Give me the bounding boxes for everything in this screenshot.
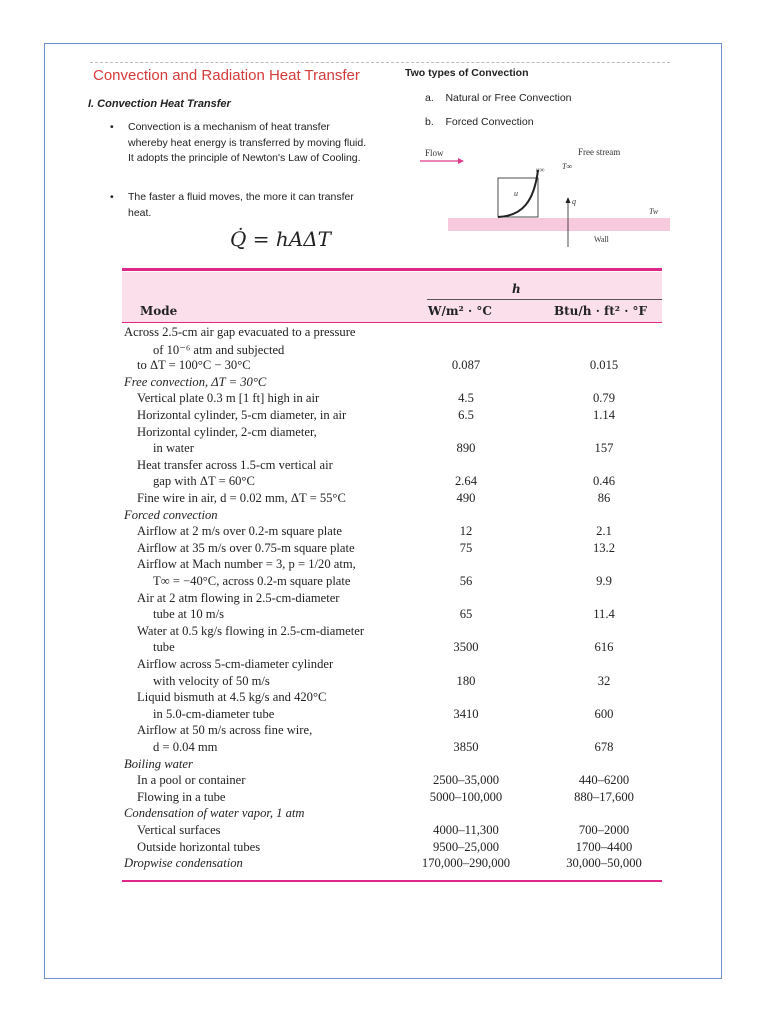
newton-cooling-formula: Q̇ = hAΔT: [230, 227, 331, 251]
mode-cell: Dropwise condensation: [124, 856, 243, 871]
mode-cell: with velocity of 50 m/s: [153, 673, 270, 688]
mode-cell: Free convection, ΔT = 30°C: [124, 374, 267, 389]
mode-cell: Airflow across 5-cm-diameter cylinder: [137, 657, 334, 671]
mode-cell: T∞ = −40°C, across 0.2-m square plate: [153, 574, 351, 588]
english-value-cell: 440–6200: [578, 773, 630, 788]
mode-cell: tube: [153, 640, 175, 655]
english-value-cell: 86: [597, 491, 611, 505]
mode-cell: Air at 2 atm flowing in 2.5-cm-diameter: [137, 590, 340, 605]
free-stream-label: Free stream: [578, 147, 621, 157]
page-title: Convection and Radiation Heat Transfer: [93, 67, 360, 84]
mode-cell: Fine wire in air, d = 0.02 mm, ΔT = 55°C: [137, 491, 346, 505]
mode-cell: Airflow at 35 m/s over 0.75-m square plate: [137, 540, 355, 555]
mode-cell: in water: [153, 441, 194, 456]
bullet-item: [110, 120, 367, 182]
mode-cell: In a pool or container: [137, 773, 246, 788]
list-marker: a.: [425, 92, 434, 104]
tw-label: Tw: [649, 207, 659, 216]
si-value-cell: 2500–35,000: [432, 773, 500, 788]
column-header-mode: Mode: [140, 304, 178, 318]
mode-cell: Horizontal cylinder, 5-cm diameter, in air: [137, 408, 347, 422]
si-value-cell: 4000–11,300: [433, 823, 499, 837]
mode-cell: gap with ΔT = 60°C: [153, 474, 255, 489]
u-label: u: [514, 189, 518, 198]
mode-cell: d = 0.04 mm: [153, 740, 218, 754]
mode-cell: Airflow at 2 m/s over 0.2-m square plate: [137, 524, 342, 539]
list-item-text: Natural or Free Convection: [445, 92, 572, 104]
english-value-cell: 9.9: [596, 574, 612, 588]
list-item-text: Forced Convection: [445, 116, 534, 128]
mode-cell: Forced convection: [124, 507, 218, 522]
top-dashed-rule: [90, 62, 670, 63]
english-value-cell: 700–2000: [578, 823, 630, 837]
convection-type-item: [425, 92, 572, 104]
mode-cell: Boiling water: [124, 756, 193, 771]
english-value-cell: 600: [594, 706, 614, 721]
wall-band: [448, 218, 670, 231]
si-value-cell: 180: [456, 673, 476, 688]
column-header-si: W/m² · °C: [428, 304, 492, 318]
si-value-cell: 6.5: [458, 408, 474, 422]
si-value-cell: 5000–100,000: [429, 789, 503, 804]
convection-type-item: [425, 116, 534, 128]
table-top-rule: [122, 268, 662, 271]
si-value-cell: 0.087: [451, 358, 481, 373]
mode-cell: Vertical plate 0.3 m [1 ft] high in air: [137, 391, 320, 406]
bullet-text: The faster a fluid moves, the more it can transfer heat.: [128, 191, 354, 219]
si-value-cell: 490: [456, 491, 476, 505]
english-value-cell: 678: [594, 740, 614, 754]
english-value-cell: 0.46: [592, 474, 616, 489]
si-value-cell: 12: [459, 524, 473, 539]
mode-cell: Airflow at Mach number = 3, p = 1/20 atm,: [137, 557, 356, 572]
si-value-cell: 890: [456, 441, 476, 456]
mode-cell: Liquid bismuth at 4.5 kg/s and 420°C: [137, 690, 327, 705]
list-marker: b.: [425, 116, 434, 128]
table-header: [122, 272, 662, 322]
q-label: q: [572, 197, 576, 206]
bullet-text: Convection is a mechanism of heat transfer whereby heat energy is transferred by moving fluid. It adopts the principle of Newton's Law of Cooling.: [128, 121, 367, 164]
bullet-icon: •: [110, 121, 114, 133]
bullet-item: [110, 190, 360, 222]
si-value-cell: 3850: [453, 740, 479, 754]
si-value-cell: 9500–25,000: [432, 839, 500, 854]
mode-cell: Condensation of water vapor, 1 atm: [124, 806, 305, 821]
convection-types-heading: Two types of Convection: [405, 67, 529, 79]
mode-cell: tube at 10 m/s: [153, 607, 225, 622]
flow-arrowhead-icon: [458, 158, 464, 164]
si-value-cell: 170,000–290,000: [421, 856, 511, 871]
boundary-layer-diagram: [398, 140, 670, 248]
table-bottom-rule: [122, 880, 662, 882]
h-group-underline: [427, 299, 662, 300]
si-value-cell: 3410: [453, 706, 479, 721]
si-value-cell: 56: [459, 574, 473, 588]
si-value-cell: 65: [459, 607, 473, 622]
mode-cell: Outside horizontal tubes: [137, 839, 261, 854]
mode-cell: Heat transfer across 1.5-cm vertical air: [137, 457, 333, 472]
bullet-icon: •: [110, 191, 114, 203]
u-infinity-label: u∞: [536, 166, 545, 174]
mode-cell: in 5.0-cm-diameter tube: [153, 706, 275, 721]
si-value-cell: 3500: [453, 640, 479, 655]
english-value-cell: 11.4: [593, 607, 615, 622]
english-value-cell: 32: [597, 673, 611, 688]
flow-label: Flow: [425, 148, 444, 158]
english-value-cell: 616: [594, 640, 614, 655]
english-value-cell: 13.2: [592, 540, 616, 555]
mode-cell: to ΔT = 100°C − 30°C: [137, 358, 251, 373]
velocity-profile-curve: [498, 170, 538, 217]
mode-cell: Water at 0.5 kg/s flowing in 2.5-cm-diameter: [137, 623, 365, 638]
english-value-cell: 157: [594, 441, 614, 456]
english-value-cell: 880–17,600: [574, 789, 634, 804]
english-value-cell: 30,000–50,000: [566, 856, 642, 871]
si-value-cell: 75: [459, 540, 473, 555]
english-value-cell: 0.79: [592, 391, 616, 406]
table-header-rule: [122, 322, 662, 323]
mode-cell: Horizontal cylinder, 2-cm diameter,: [137, 424, 317, 439]
english-value-cell: 2.1: [596, 524, 612, 539]
column-header-english: Btu/h · ft² · °F: [554, 304, 648, 318]
english-value-cell: 0.015: [589, 358, 619, 373]
mode-cell: of 10⁻⁶ atm and subjected: [153, 342, 285, 357]
mode-cell: Across 2.5-cm air gap evacuated to a pressure: [124, 325, 356, 339]
mode-cell: Flowing in a tube: [137, 789, 226, 804]
mode-cell: Vertical surfaces: [137, 823, 221, 837]
mode-cell: Airflow at 50 m/s across fine wire,: [137, 723, 313, 738]
section-heading: I. Convection Heat Transfer: [88, 98, 231, 110]
si-value-cell: 2.64: [454, 474, 478, 489]
english-value-cell: 1.14: [592, 408, 616, 422]
h-column-group-label: h: [512, 282, 521, 296]
si-value-cell: 4.5: [458, 391, 474, 406]
english-value-cell: 1700–4400: [575, 839, 633, 854]
wall-label: Wall: [594, 235, 609, 244]
heat-flux-arrowhead-icon: [566, 197, 571, 203]
t-infinity-label: T∞: [562, 162, 573, 171]
